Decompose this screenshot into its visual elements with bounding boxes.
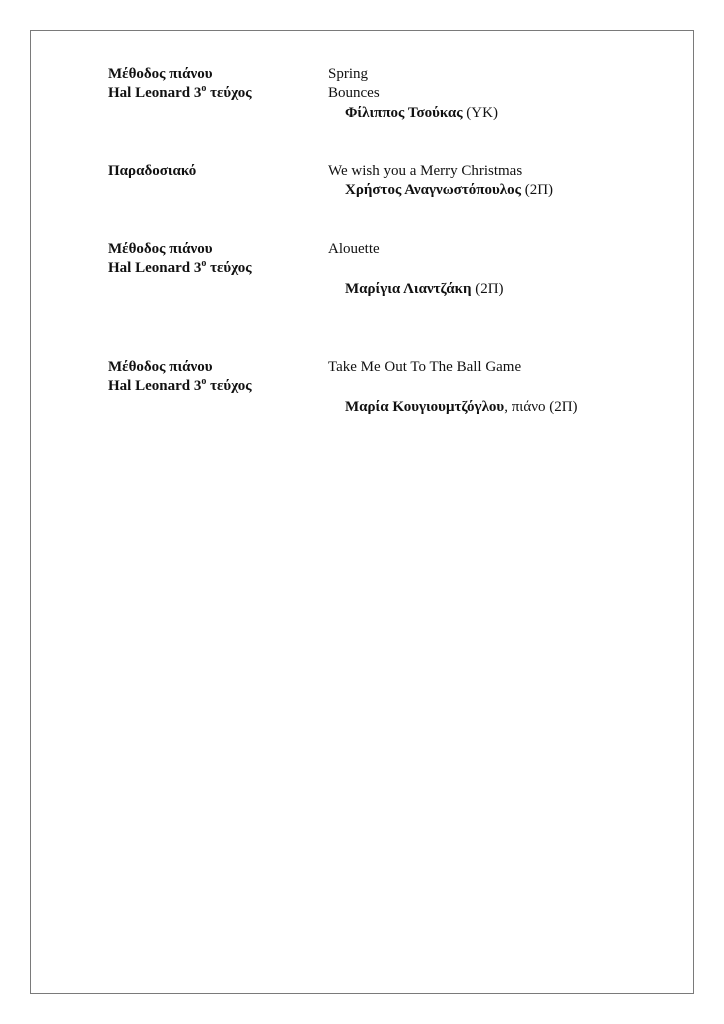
performer-line — [345, 398, 578, 417]
performer-name: Χρήστος Αναγνωστόπουλος — [345, 182, 521, 198]
source-column — [108, 358, 318, 396]
pieces-column — [328, 65, 688, 103]
piece-title: Take Me Out To The Ball Game — [328, 359, 522, 375]
pieces-column — [328, 358, 688, 377]
performer-line — [345, 181, 553, 200]
book-label: Hal Leonard $3^o$ τεύχος — [108, 258, 252, 276]
method-label: Μέθοδος πιάνου — [108, 66, 213, 82]
ordinal-superscript: ο — [201, 83, 207, 94]
piece-title: Spring — [328, 66, 369, 82]
source-label: Παραδοσιακό — [108, 163, 197, 179]
source-column — [108, 240, 318, 278]
piece-title: Bounces — [328, 85, 380, 101]
source-column — [108, 162, 318, 181]
pieces-column — [328, 162, 688, 181]
piece-title: Alouette — [328, 241, 380, 257]
performer-detail: (2Π) — [520, 182, 554, 198]
piece-title: We wish you a Merry Christmas — [328, 163, 523, 179]
pieces-column — [328, 240, 688, 259]
performer-detail: (ΥΚ) — [462, 105, 498, 121]
performer-name: Φίλιππος Τσούκας — [345, 105, 463, 121]
ordinal-superscript: ο — [201, 376, 207, 387]
performer-name: Μαρία Κουγιουμτζόγλου — [345, 399, 505, 415]
ordinal-superscript: ο — [201, 258, 207, 269]
source-column — [108, 65, 318, 103]
method-label: Μέθοδος πιάνου — [108, 241, 213, 257]
performer-name: Μαρίγια Λιαντζάκη — [345, 281, 472, 297]
performer-detail: (2Π) — [471, 281, 504, 297]
performer-line — [345, 104, 498, 123]
performer-line — [345, 280, 504, 299]
book-label: Hal Leonard $3^o$ τεύχος — [108, 376, 252, 394]
method-label: Μέθοδος πιάνου — [108, 359, 213, 375]
book-label: Hal Leonard $3^o$ τεύχος — [108, 83, 252, 101]
performer-detail: , πιάνο (2Π) — [504, 399, 578, 415]
